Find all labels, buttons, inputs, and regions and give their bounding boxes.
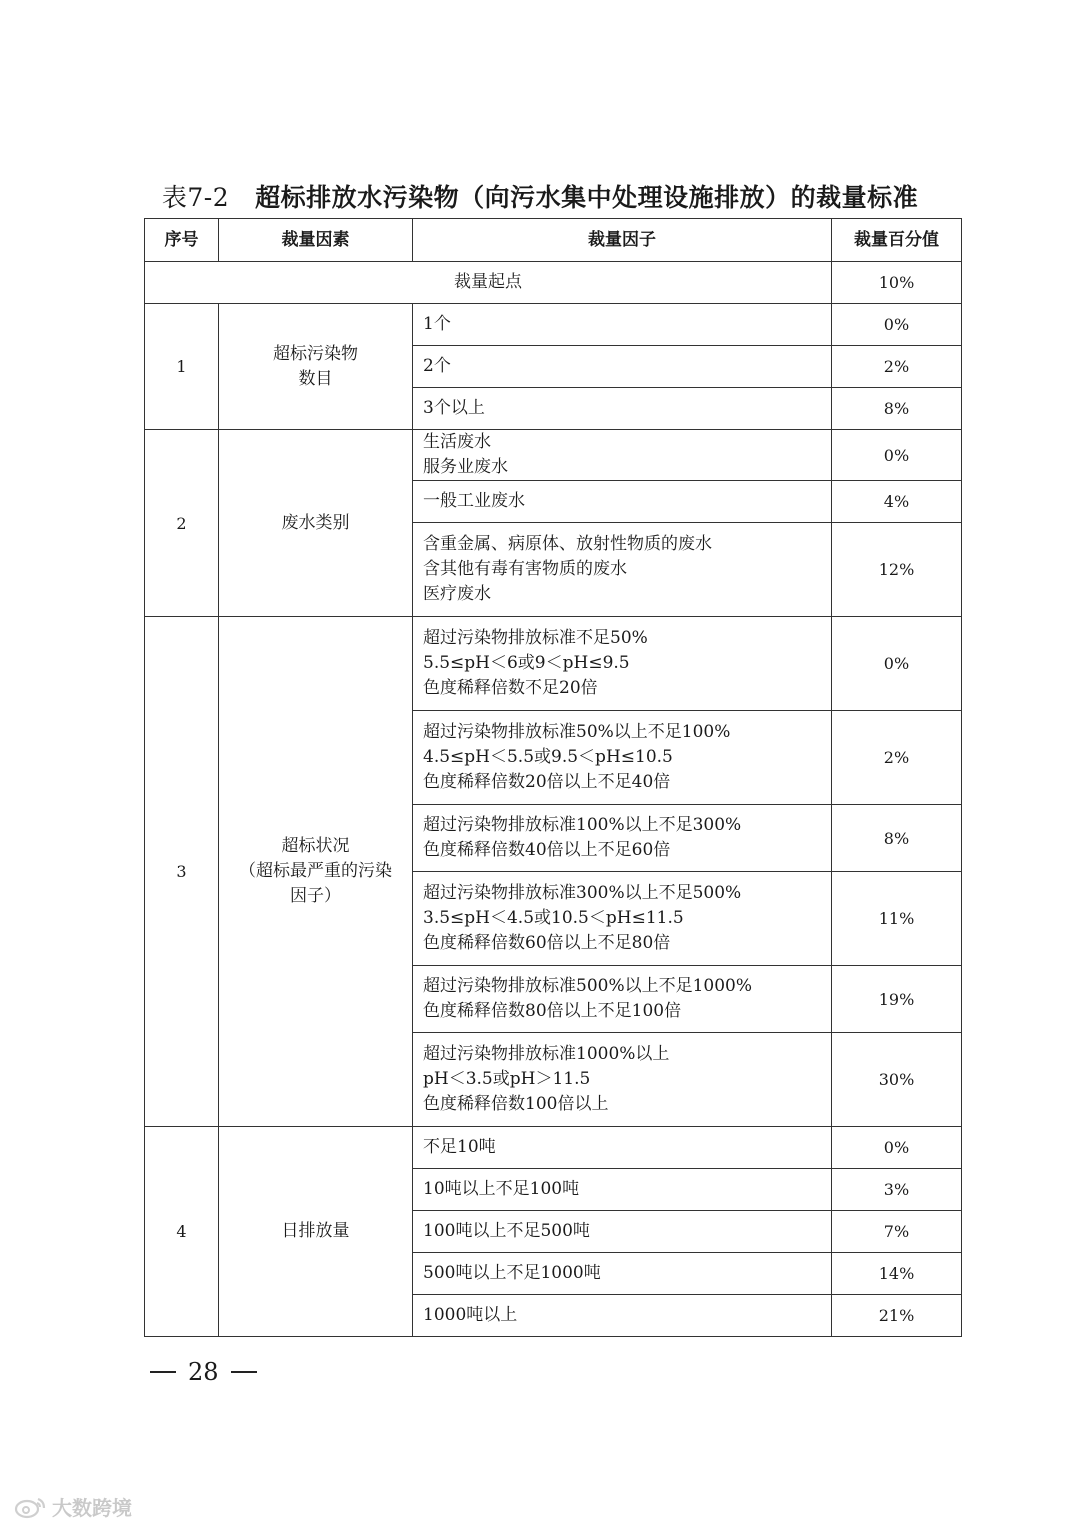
criteria-line: 超过污染物排放标准50%以上不足100%: [423, 722, 731, 742]
percent-value: 0%: [832, 304, 962, 346]
criteria-cell: [413, 1169, 832, 1211]
group-factor: [219, 617, 413, 1127]
criteria-line: 500吨以上不足1000吨: [423, 1263, 601, 1283]
criteria-line: 色度稀释倍数80倍以上不足100倍: [423, 1001, 682, 1021]
start-value: 10%: [832, 262, 962, 304]
criteria-line: 超过污染物排放标准1000%以上: [423, 1044, 670, 1064]
criteria-cell: [413, 481, 832, 523]
criteria-cell: [413, 388, 832, 430]
header-percent: 裁量百分值: [832, 219, 962, 262]
criteria-cell: [413, 346, 832, 388]
group-number: 4: [145, 1127, 219, 1337]
factor-line: 日排放量: [281, 1221, 350, 1241]
criteria-line: 服务业废水: [423, 457, 508, 477]
criteria-line: 生活废水: [423, 432, 491, 452]
criteria-line: 色度稀释倍数不足20倍: [423, 678, 598, 698]
criteria-line: pH＜3.5或pH＞11.5: [423, 1069, 591, 1089]
criteria-cell: [413, 1033, 832, 1127]
right-dash: [231, 1371, 257, 1373]
page-number: 28: [188, 1358, 219, 1386]
percent-value: 0%: [832, 1127, 962, 1169]
percent-value: 3%: [832, 1169, 962, 1211]
criteria-cell: [413, 430, 832, 481]
percent-value: 2%: [832, 346, 962, 388]
criteria-cell: [413, 711, 832, 805]
page-footer: [138, 1358, 269, 1386]
criteria-line: 超过污染物排放标准不足50%: [423, 628, 648, 648]
criteria-line: 一般工业废水: [423, 491, 525, 511]
group-number: 2: [145, 430, 219, 617]
percent-value: 0%: [832, 617, 962, 711]
criteria-line: 医疗废水: [423, 584, 491, 604]
criteria-cell: [413, 1127, 832, 1169]
criteria-cell: [413, 1295, 832, 1337]
table-title: [0, 178, 1080, 214]
table-caption: 超标排放水污染物（向污水集中处理设施排放）的裁量标准: [255, 183, 919, 212]
percent-value: 19%: [832, 966, 962, 1033]
factor-line: 废水类别: [281, 512, 350, 533]
criteria-line: 5.5≤pH＜6或9＜pH≤9.5: [423, 653, 630, 673]
criteria-line: 1个: [423, 314, 451, 334]
criteria-cell: [413, 617, 832, 711]
criteria-line: 超过污染物排放标准100%以上不足300%: [423, 815, 742, 835]
factor-line: （超标最严重的污染: [239, 861, 392, 881]
criteria-line: 10吨以上不足100吨: [423, 1179, 580, 1199]
table-row: [145, 430, 962, 481]
table-row: [145, 304, 962, 346]
criteria-line: 超过污染物排放标准500%以上不足1000%: [423, 976, 753, 996]
header-criteria: 裁量因子: [413, 219, 832, 262]
criteria-line: 2个: [423, 356, 451, 376]
criteria-line: 超过污染物排放标准300%以上不足500%: [423, 883, 742, 903]
percent-value: 4%: [832, 481, 962, 523]
percent-value: 14%: [832, 1253, 962, 1295]
criteria-line: 3.5≤pH＜4.5或10.5＜pH≤11.5: [423, 908, 684, 928]
factor-line: 数目: [298, 368, 333, 389]
criteria-line: 1000吨以上: [423, 1305, 518, 1325]
criteria-cell: [413, 966, 832, 1033]
criteria-cell: [413, 304, 832, 346]
criteria-cell: [413, 1253, 832, 1295]
factor-line: 因子）: [290, 886, 341, 906]
start-row: [145, 262, 962, 304]
header-factor: 裁量因素: [219, 219, 413, 262]
percent-value: 7%: [832, 1211, 962, 1253]
criteria-line: 色度稀释倍数40倍以上不足60倍: [423, 840, 671, 860]
table-number: 表7-2: [161, 183, 230, 212]
group-factor: [219, 430, 413, 617]
group-factor: [219, 304, 413, 430]
percent-value: 8%: [832, 805, 962, 872]
criteria-line: 100吨以上不足500吨: [423, 1221, 590, 1241]
percent-value: 2%: [832, 711, 962, 805]
percent-value: 30%: [832, 1033, 962, 1127]
criteria-cell: [413, 872, 832, 966]
criteria-line: 含重金属、病原体、放射性物质的废水: [423, 534, 712, 554]
criteria-line: 色度稀释倍数100倍以上: [423, 1094, 609, 1114]
table-row: [145, 1127, 962, 1169]
penalty-standard-table: [144, 218, 962, 1337]
criteria-cell: [413, 523, 832, 617]
criteria-line: 含其他有毒有害物质的废水: [423, 559, 627, 579]
weibo-style-logo-icon: [14, 1495, 48, 1519]
group-factor: [219, 1127, 413, 1337]
percent-value: 12%: [832, 523, 962, 617]
percent-value: 11%: [832, 872, 962, 966]
percent-value: 0%: [832, 430, 962, 481]
factor-line: 超标污染物: [273, 343, 358, 364]
group-number: 1: [145, 304, 219, 430]
watermark-text: 大数跨境: [52, 1496, 132, 1520]
header-row: [145, 219, 962, 262]
criteria-line: 不足10吨: [423, 1137, 496, 1157]
criteria-line: 4.5≤pH＜5.5或9.5＜pH≤10.5: [423, 747, 673, 767]
left-dash: [150, 1371, 176, 1373]
watermark: [14, 1492, 132, 1521]
group-number: 3: [145, 617, 219, 1127]
start-label: 裁量起点: [145, 262, 832, 304]
criteria-line: 3个以上: [423, 398, 485, 418]
percent-value: 8%: [832, 388, 962, 430]
percent-value: 21%: [832, 1295, 962, 1337]
header-no: 序号: [145, 219, 219, 262]
criteria-cell: [413, 1211, 832, 1253]
criteria-line: 色度稀释倍数20倍以上不足40倍: [423, 772, 671, 792]
criteria-line: 色度稀释倍数60倍以上不足80倍: [423, 933, 671, 953]
criteria-cell: [413, 805, 832, 872]
table-row: [145, 617, 962, 711]
factor-line: 超标状况: [281, 836, 350, 856]
